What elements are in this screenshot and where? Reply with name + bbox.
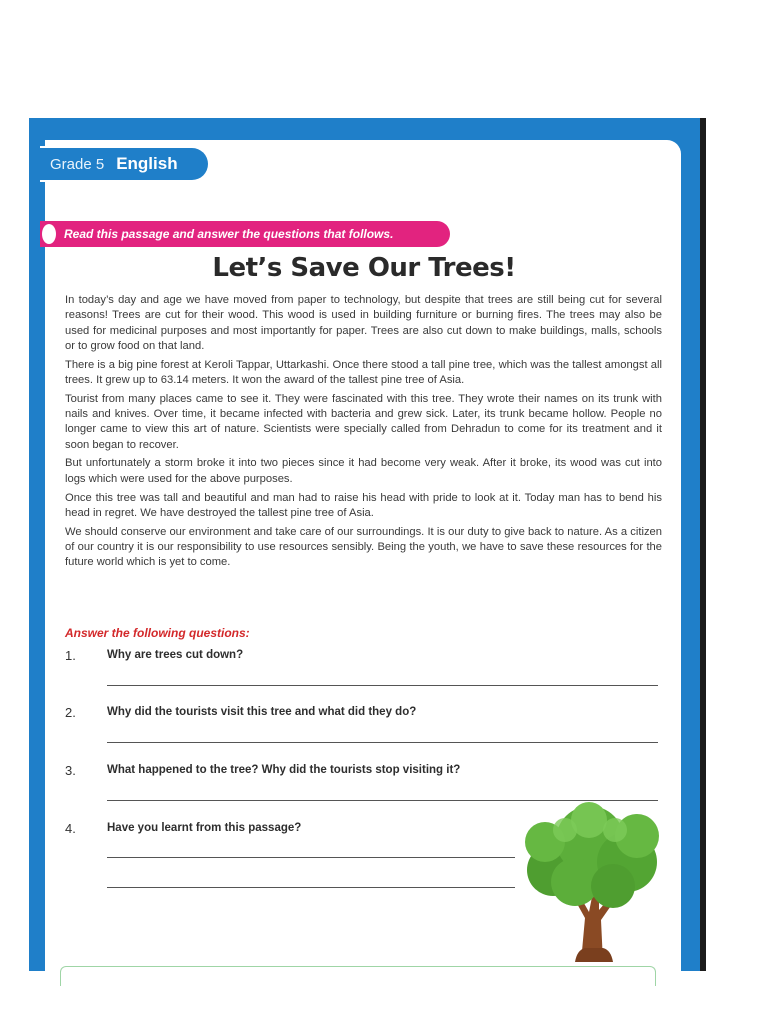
banner-dot-icon bbox=[42, 224, 56, 244]
grade-subject-tab bbox=[40, 146, 210, 182]
question-number: 2. bbox=[65, 705, 76, 720]
page-title: Let’s Save Our Trees! bbox=[212, 253, 516, 283]
question-number: 3. bbox=[65, 763, 76, 778]
answer-line-4b[interactable] bbox=[107, 887, 515, 888]
passage-paragraph: Tourist from many places came to see it. They were fascinated with this tree. They wrote their names on its trunk with nails and knives. Over time, it became infected with bacteria and grew sick. Later, its trunk became hollow. People no longer came to view this art of nature. Scientists were specially called from Dehradun to come for its treatment and it soon began to recover. bbox=[65, 392, 662, 451]
instruction-banner bbox=[40, 221, 450, 247]
instruction-text: Read this passage and answer the questions that follows. bbox=[64, 227, 394, 241]
answer-line-1[interactable] bbox=[107, 685, 658, 686]
passage-paragraph: But unfortunately a storm broke it into two pieces since it had become very weak. After it broke, its wood was cut into logs which were used for the above purposes. bbox=[65, 457, 662, 485]
question-number: 4. bbox=[65, 821, 76, 836]
bottom-border-box bbox=[60, 966, 656, 986]
passage-paragraph: There is a big pine forest at Keroli Tappar, Uttarkashi. Once there stood a tall pine tree, which was the tallest amongst all trees. It grew up to 63.14 meters. It won the award of the tallest pine tree of Asia. bbox=[65, 358, 662, 386]
question-text: Why are trees cut down? bbox=[107, 649, 244, 661]
answer-line-2[interactable] bbox=[107, 742, 658, 743]
grade-label: Grade 5 bbox=[50, 155, 105, 173]
question-text: Have you learnt from this passage? bbox=[107, 822, 302, 834]
reading-passage bbox=[65, 293, 662, 574]
question-text: What happened to the tree? Why did the tourists stop visiting it? bbox=[107, 764, 461, 776]
answer-line-4a[interactable] bbox=[107, 857, 515, 858]
passage-paragraph: In today’s day and age we have moved from paper to technology, but despite that trees are still being cut for several reasons! Trees are cut for their wood. This wood is used in building furniture or burning fires. The trees may also be used for medicinal purposes and most importantly for paper. Trees are also cut down to make buildings, malls, schools or to grow food on that land. bbox=[65, 294, 662, 352]
tree-icon bbox=[515, 800, 665, 962]
questions-heading: Answer the following questions: bbox=[65, 626, 250, 640]
subject-label: English bbox=[116, 154, 178, 173]
question-number: 1. bbox=[65, 648, 76, 663]
frame-edge-shadow bbox=[700, 118, 706, 971]
question-text: Why did the tourists visit this tree and what did they do? bbox=[107, 706, 417, 718]
passage-paragraph: Once this tree was tall and beautiful and man had to raise his head with pride to look at it. Today man has to bend his head in regret. We have destroyed the tallest pine tree of Asia. bbox=[65, 491, 662, 519]
passage-paragraph: We should conserve our environment and take care of our surroundings. It is our duty to give back to nature. As a citizen of our country it is our responsibility to use resources sensibly. Being the youth, we have to save these resources for the future world which is yet to come. bbox=[65, 525, 662, 569]
